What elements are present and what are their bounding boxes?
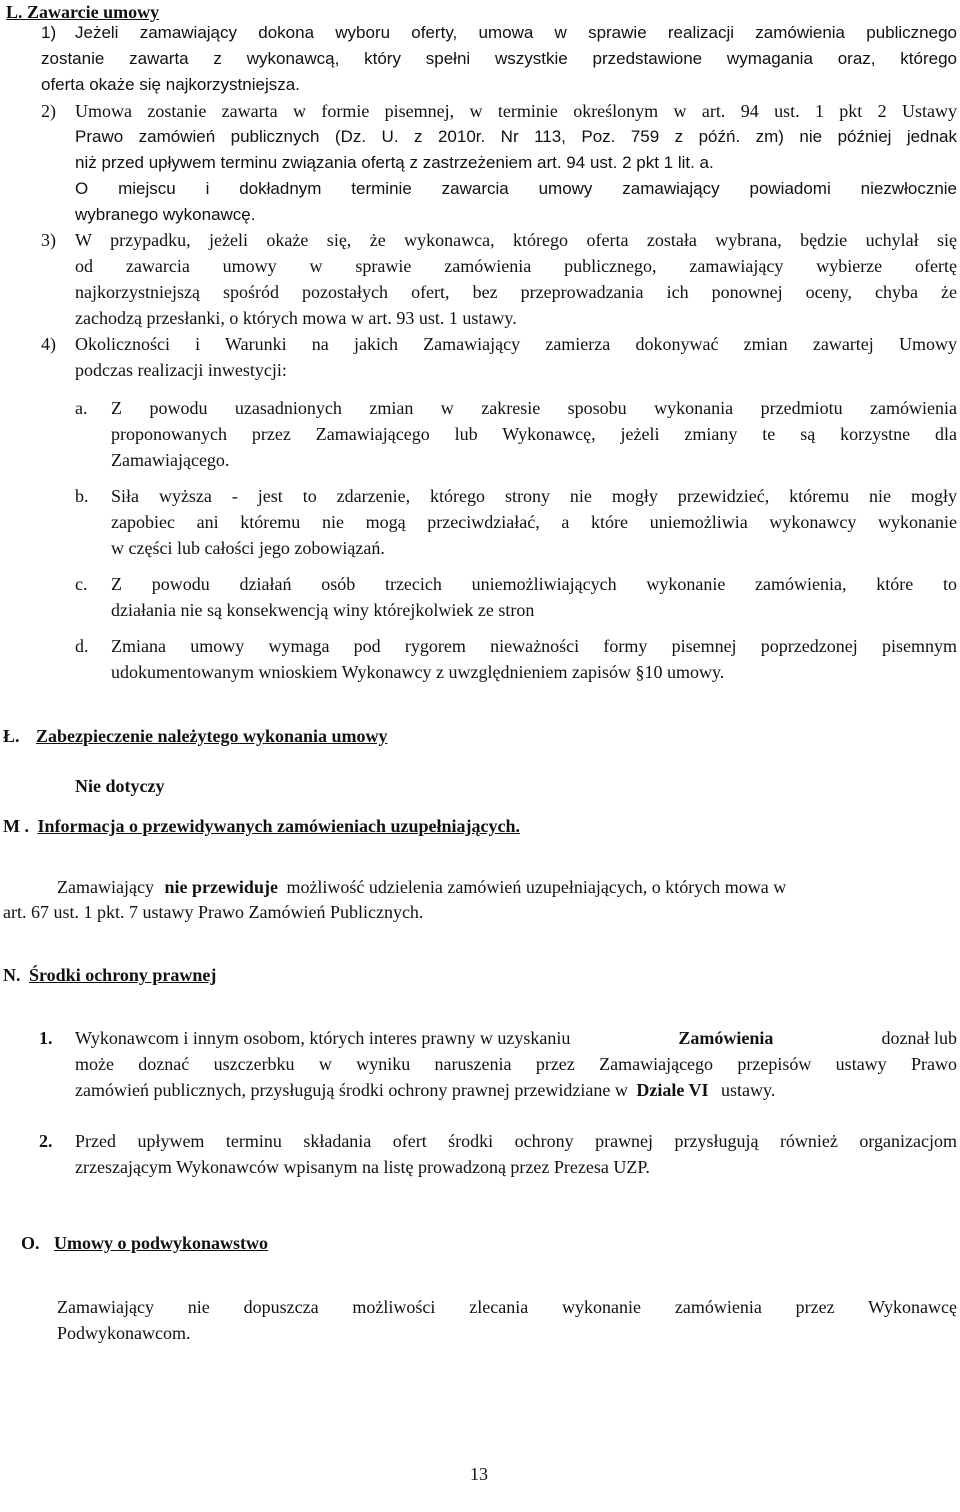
item-line: O miejscu i dokładnym terminie zawarcia umowy zamawiający powiadomi niezwłocznie (75, 179, 957, 198)
subitem-line: działania nie są konsekwencją winy którejkolwiek ze stron (111, 600, 535, 620)
text: możliwość udzielenia zamówień uzupełniających, o których mowa w (286, 877, 787, 897)
section-m-title: Informacja o przewidywanych zamówieniach uzupełniających. (37, 816, 520, 836)
section-l-heading (6, 2, 159, 23)
item-line: zrzeszającym Wykonawców wpisanym na listę prowadzoną przez Prezesa UZP. (75, 1157, 650, 1177)
text: ustawy. (721, 1080, 776, 1100)
item-line: oferta okaże się najkorzystniejsza. (41, 75, 300, 94)
item-number: 2. (39, 1131, 53, 1151)
subitem-line: Zmiana umowy wymaga pod rygorem nieważności formy pisemnej poprzedzonej pisemnym (111, 636, 957, 656)
subitem-letter: c. (75, 574, 88, 594)
section-m-heading (3, 816, 520, 837)
section-l2-title: Zabezpieczenie należytego wykonania umowy (36, 726, 388, 746)
item-line: niż przed upływem terminu związania ofertą z zastrzeżeniem art. 94 ust. 2 pkt 1 lit. a. (75, 153, 714, 172)
item-line: Okoliczności i Warunki na jakich Zamawiający zamierza dokonywać zmian zawartej Umowy (75, 334, 957, 354)
emphasis: Zamówienia (678, 1028, 774, 1048)
subitem-line: w części lub całości jego zobowiązań. (111, 538, 385, 558)
subitem-line: Siła wyższa - jest to zdarzenie, którego strony nie mogły przewidzieć, któremu nie mogły (111, 486, 957, 506)
item-line: Prawo zamówień publicznych (Dz. U. z 2010r. Nr 113, Poz. 759 z późń. zm) nie później jednak (75, 127, 957, 146)
item-line: Jeżeli zamawiający dokona wyboru oferty, umowa w sprawie realizacji zamówienia publicznego (75, 23, 957, 42)
text: doznał lub (881, 1028, 957, 1048)
item-line: podczas realizacji inwestycji: (75, 360, 287, 380)
item-number: 1) (41, 23, 57, 42)
body-line: Podwykonawcom. (57, 1323, 191, 1343)
item-number: 4) (41, 334, 56, 354)
item-line: W przypadku, jeżeli okaże się, że wykonawca, którego oferta została wybrana, będzie uchylał się (75, 230, 957, 250)
section-letter: M . (3, 816, 29, 836)
item-number: 1. (39, 1028, 53, 1048)
item-line (75, 1080, 775, 1101)
text: Zamawiający (57, 877, 154, 897)
section-letter: N. (3, 965, 21, 985)
item-line: Przed upływem terminu składania ofert środki ochrony prawnej przysługują również organizacjom (75, 1131, 957, 1151)
text: zamówień publicznych, przysługują środki ochrony prawnej przewidziane w (75, 1080, 628, 1100)
subitem-letter: a. (75, 398, 88, 418)
section-m-line-2: art. 67 ust. 1 pkt. 7 ustawy Prawo Zamówień Publicznych. (3, 902, 424, 922)
section-n-title: Środki ochrony prawnej (29, 965, 217, 985)
subitem-line: Z powodu działań osób trzecich uniemożliwiających wykonanie zamówienia, które to (111, 574, 957, 594)
subitem-line: Z powodu uzasadnionych zmian w zakresie sposobu wykonania przedmiotu zamówienia (111, 398, 957, 418)
item-line: zostanie zawarta z wykonawcą, który spełni wszystkie przedstawione wymagania oraz, którego (41, 49, 957, 68)
section-o-heading (21, 1233, 268, 1254)
section-l-title: L. Zawarcie umowy (6, 2, 160, 22)
subitem-line: Zamawiającego. (111, 450, 230, 470)
emphasis: nie przewiduje (164, 877, 278, 897)
item-line: Umowa zostanie zawarta w formie pisemnej, w terminie określonym w art. 94 ust. 1 pkt 2 Ustawy (75, 101, 957, 121)
subitem-line: proponowanych przez Zamawiającego lub Wykonawcę, jeżeli zmiany te są korzystne dla (111, 424, 957, 444)
subitem-letter: d. (75, 636, 89, 656)
item-line: wybranego wykonawcę. (75, 205, 256, 224)
section-n-heading (3, 965, 216, 986)
text: Wykonawcom i innym osobom, których interes prawny w uzyskaniu (75, 1028, 571, 1048)
body-line: Zamawiający nie dopuszcza możliwości zlecania wykonanie zamówienia przez Wykonawcę (57, 1297, 957, 1317)
item-line: zachodzą przesłanki, o których mowa w art. 93 ust. 1 ustawy. (75, 308, 517, 328)
section-letter: Ł. (3, 726, 20, 746)
item-line: od zawarcia umowy w sprawie zamówienia publicznego, zamawiający wybierze ofertę (75, 256, 957, 276)
page-number: 13 (470, 1464, 488, 1484)
section-m-line-1 (57, 877, 786, 898)
section-l2-body: Nie dotyczy (75, 776, 165, 796)
section-o-title: Umowy o podwykonawstwo (54, 1233, 269, 1253)
item-line: najkorzystniejszą spośród pozostałych ofert, bez przeprowadzania ich ponownej oceny, chyba że (75, 282, 957, 302)
item-line: może doznać uszczerbku w wyniku naruszenia przez Zamawiającego przepisów ustawy Prawo (75, 1054, 957, 1074)
emphasis: Dziale VI (636, 1080, 709, 1100)
item-number: 3) (41, 230, 56, 250)
section-letter: O. (21, 1233, 40, 1253)
item-number: 2) (41, 101, 56, 121)
subitem-letter: b. (75, 486, 89, 506)
item-line (75, 1028, 957, 1049)
subitem-line: zapobiec ani któremu nie mogą przeciwdziałać, a które uniemożliwia wykonawcy wykonanie (111, 512, 957, 532)
subitem-line: udokumentowanym wnioskiem Wykonawcy z uwzględnieniem zapisów §10 umowy. (111, 662, 725, 682)
section-l2-heading (3, 726, 388, 747)
